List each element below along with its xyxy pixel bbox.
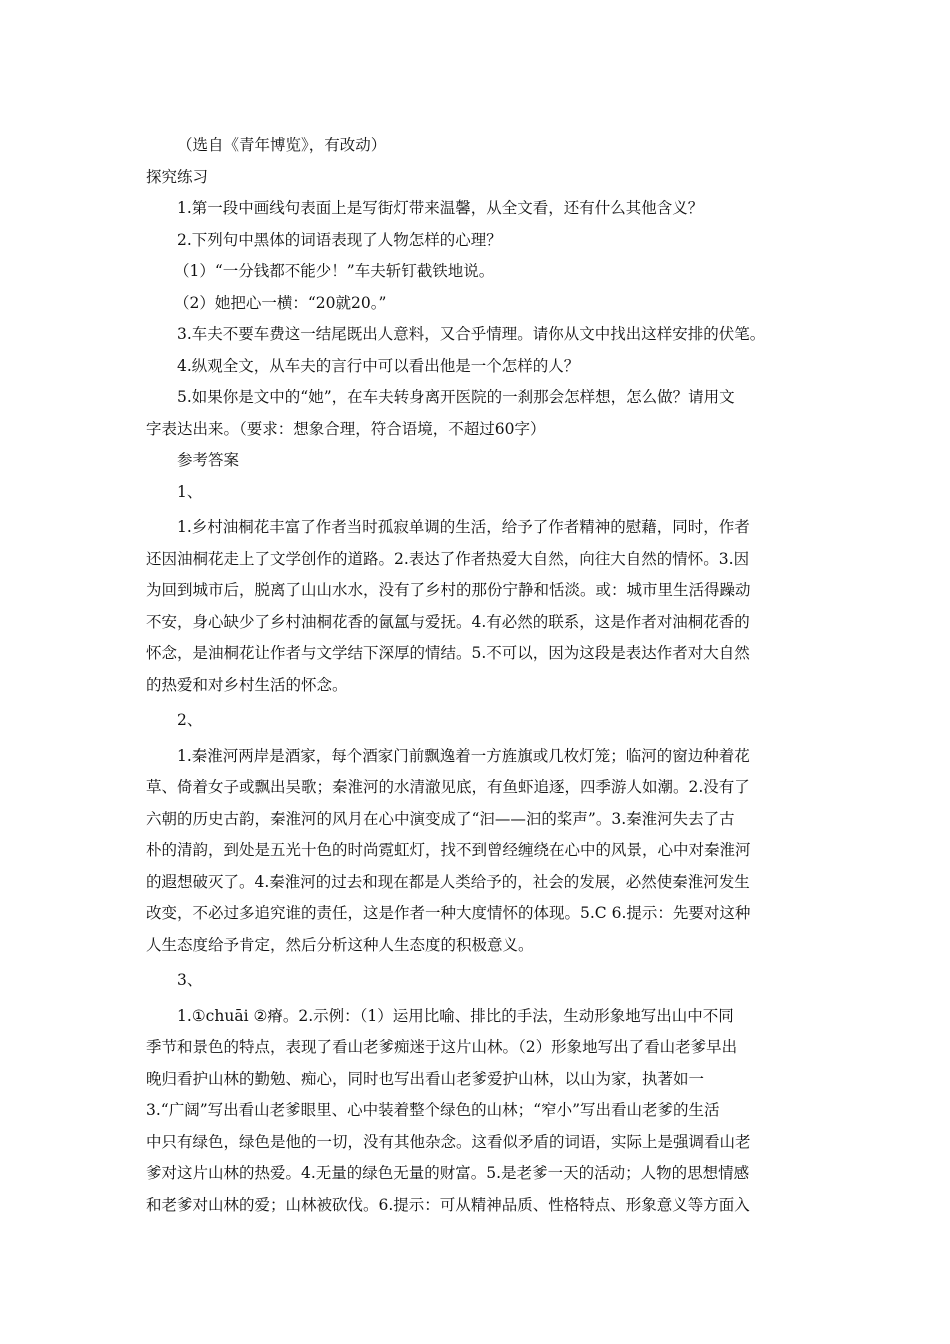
section-title: 探究练习 <box>146 167 209 186</box>
answer-line: 的遐想破灭了。4.秦淮河的过去和现在都是人类给予的，社会的发展，必然使秦淮河发生 <box>146 872 750 891</box>
answer-line: 朴的清韵，到处是五光十色的时尚霓虹灯，找不到曾经缠绕在心中的风景，心中对秦淮河 <box>146 841 751 859</box>
answer-line: 草、倚着女子或飘出吴歌；秦淮河的水清澈见底，有鱼虾追逐，四季游人如潮。2.没有了 <box>146 778 750 796</box>
answer-line: 和老爹对山林的爱；山林被砍伐。6.提示：可从精神品质、性格特点、形象意义等方面入 <box>146 1195 750 1214</box>
answer-line: 晚归看护山林的勤勉、痴心，同时也写出看山老爹爱护山林，以山为家，执著如一 <box>146 1069 705 1088</box>
answer-group-label: 1、 <box>177 482 203 501</box>
answer-line: 爹对这片山林的热爱。4.无量的绿色无量的财富。5.是老爹一天的活动；人物的思想情感 <box>146 1164 750 1182</box>
question-3: 3.车夫不要车费这一结尾既出人意料，又合乎情理。请你从文中找出这样安排的伏笔。 <box>177 325 766 343</box>
answer-line: 不安，身心缺少了乡村油桐花香的氤氲与爱抚。4.有必然的联系，这是作者对油桐花香的 <box>146 612 750 631</box>
answer-group-label: 3、 <box>177 971 203 989</box>
answer-line: 1.乡村油桐花丰富了作者当时孤寂单调的生活，给予了作者精神的慰藉，同时，作者 <box>177 518 750 536</box>
question-5-line-1: 5.如果你是文中的“她”，在车夫转身离开医院的一刹那会怎样想，怎么做？请用文 <box>177 388 735 406</box>
question-2-item-1: （1）“一分钱都不能少！”车夫斩钉截铁地说。 <box>174 262 495 280</box>
answer-line: 1.①chuāi ②瘠。2.示例：（1）运用比喻、排比的手法，生动形象地写出山中不同 <box>177 1006 734 1025</box>
question-4: 4.纵观全文，从车夫的言行中可以看出他是一个怎样的人？ <box>177 356 580 375</box>
question-5-line-2: 字表达出来。（要求：想象合理，符合语境，不超过60字） <box>146 419 546 438</box>
answer-line: 改变，不必过多追究谁的责任，这是作者一种大度情怀的体现。5.C 6.提示：先要对这种 <box>146 904 751 922</box>
answer-line: 的热爱和对乡村生活的怀念。 <box>146 675 348 694</box>
question-2-item-2: （2）她把心一横：“20就20。” <box>174 293 387 312</box>
answer-line: 人生态度给予肯定，然后分析这种人生态度的积极意义。 <box>146 935 534 954</box>
answer-line: 中只有绿色，绿色是他的一切，没有其他杂念。这看似矛盾的词语，实际上是强调看山老 <box>146 1132 751 1151</box>
page-content <box>146 130 806 1221</box>
answer-line: 六朝的历史古韵，秦淮河的风月在心中演变成了“汩——汩的桨声”。3.秦淮河失去了古 <box>146 809 735 828</box>
answer-line: 怀念，是油桐花让作者与文学结下深厚的情结。5.不可以，因为这段是表达作者对大自然 <box>146 644 750 662</box>
answer-line: 3.“广阔”写出看山老爹眼里、心中装着整个绿色的山林；“窄小”写出看山老爹的生活 <box>146 1101 720 1119</box>
answer-group-label: 2、 <box>177 711 203 729</box>
question-2: 2.下列句中黑体的词语表现了人物怎样的心理？ <box>177 230 502 249</box>
answers-title: 参考答案 <box>177 451 240 469</box>
question-1: 1.第一段中画线句表面上是写街灯带来温馨，从全文看，还有什么其他含义？ <box>177 199 704 217</box>
answer-line: 为回到城市后，脱离了山山水水，没有了乡村的那份宁静和恬淡。或：城市里生活得躁动 <box>146 581 751 599</box>
source-note: （选自《青年博览》，有改动） <box>177 136 387 154</box>
answer-line: 季节和景色的特点，表现了看山老爹痴迷于这片山林。（2）形象地写出了看山老爹早出 <box>146 1038 738 1056</box>
answer-line: 1.秦淮河两岸是酒家，每个酒家门前飘逸着一方旌旗或几枚灯笼；临河的窗边种着花 <box>177 746 750 765</box>
answer-line: 还因油桐花走上了文学创作的道路。2.表达了作者热爱大自然，向往大自然的情怀。3.因 <box>146 549 750 568</box>
